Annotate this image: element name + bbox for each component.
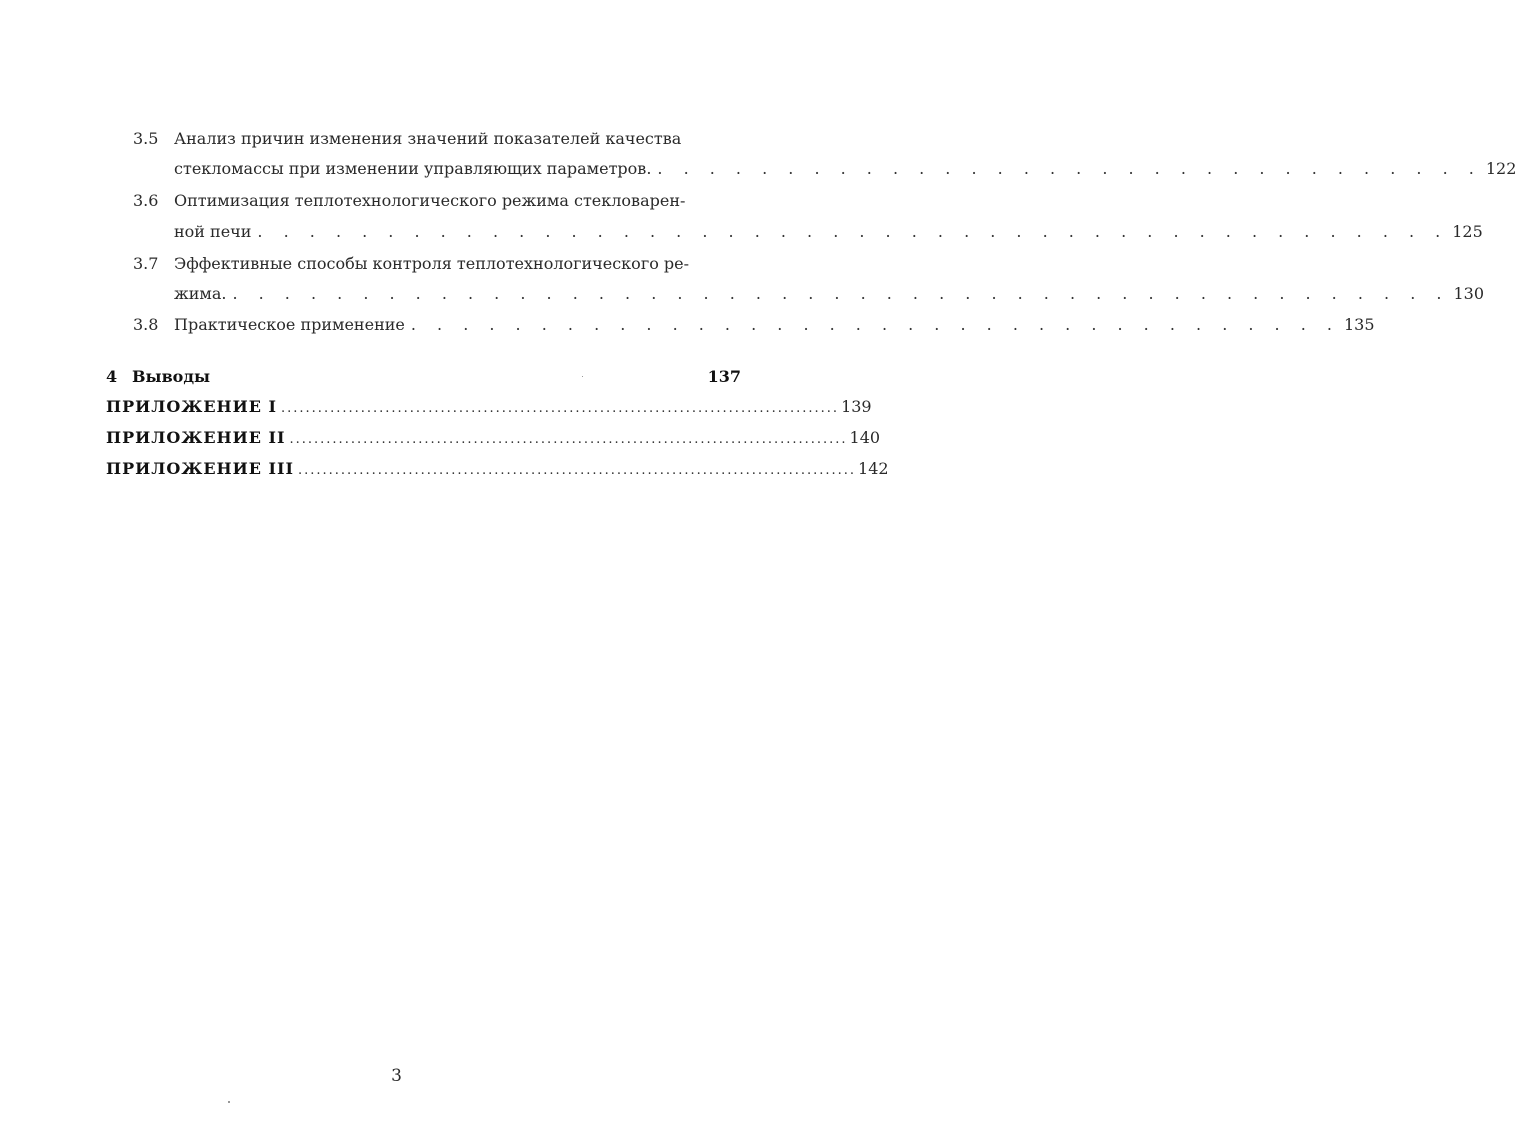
section-number: 3.5 [133, 129, 159, 148]
appendix-page: 142 [858, 459, 889, 478]
scan-speck [582, 376, 583, 377]
section-number: 3.8 [133, 315, 159, 334]
toc-entry-3-5 [0, 128, 793, 150]
section-page: 122 [1485, 159, 1516, 178]
section-number: 3.6 [133, 191, 159, 210]
section-page: 125 [1452, 222, 1483, 241]
section-title: Практическое применение [174, 315, 405, 334]
toc-chapter-4 [106, 366, 741, 388]
toc-entry-3-7-cont [0, 283, 1484, 305]
leader-dots: ........................................................................................... [289, 432, 848, 447]
appendix-title: ПРИЛОЖЕНИЕ I [106, 397, 278, 416]
toc-appendix-1 [106, 396, 872, 420]
toc-entry-3-6 [0, 190, 793, 212]
chapter-number: 4 [106, 367, 118, 386]
toc-entry-3-6-cont [0, 221, 1483, 243]
leader-dots: . . . . . . . . . . . . . . . . . . . . . . . . . . . . . . . . [657, 159, 1482, 178]
section-title-line2: ной печи [174, 222, 252, 241]
leader-dots: . . . . . . . . . . . . . . . . . . . . . . . . . . . . . . . . . . . . [410, 315, 1340, 334]
section-title-line2: стекломассы при изменении управляющих параметров. [174, 159, 652, 178]
toc-appendix-2 [106, 427, 881, 451]
page-number: 3 [391, 1066, 402, 1086]
section-title-line1: Анализ причин изменения значений показателей качества [174, 129, 682, 148]
appendix-title: ПРИЛОЖЕНИЕ II [106, 428, 286, 447]
section-number: 3.7 [133, 254, 159, 273]
chapter-title: Выводы [132, 367, 211, 386]
appendix-title: ПРИЛОЖЕНИЕ III [106, 459, 294, 478]
leader-dots: . . . . . . . . . . . . . . . . . . . . . . . . . . . . . . . . . . . . . . . . . . . . . . . [232, 284, 1450, 303]
section-page: 130 [1453, 284, 1484, 303]
leader-dots: . . . . . . . . . . . . . . . . . . . . . . . . . . . . . . . . . . . . . . . . . . . . . . [257, 222, 1449, 241]
leader-dots: ........................................................................................... [297, 463, 857, 478]
appendix-page: 139 [841, 397, 872, 416]
appendix-page: 140 [849, 428, 881, 447]
toc-entry-3-8 [0, 314, 1375, 336]
toc-entry-3-5-cont [0, 158, 1516, 180]
section-page: 135 [1343, 315, 1375, 334]
section-title-line2: жима. [174, 284, 227, 303]
scan-speck [228, 1101, 230, 1103]
section-title-line1: Оптимизация теплотехнологического режима стекловарен- [174, 191, 686, 210]
toc-entry-3-7 [0, 253, 793, 275]
toc-appendix-3 [106, 458, 889, 482]
chapter-page: 137 [707, 367, 741, 386]
section-title-line1: Эффективные способы контроля теплотехнологического ре- [174, 254, 690, 273]
leader-dots: ........................................................................................... [281, 401, 840, 416]
